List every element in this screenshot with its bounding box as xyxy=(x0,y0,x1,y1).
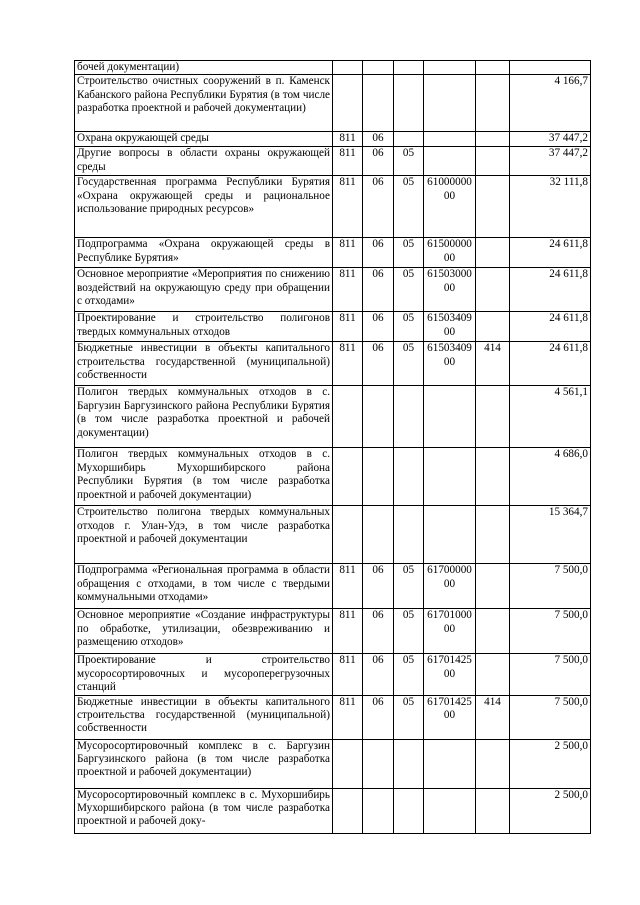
row-section-cell xyxy=(363,506,394,564)
row-section-cell: 06 xyxy=(363,147,394,176)
table-row xyxy=(75,386,591,448)
row-expense-type-cell xyxy=(476,609,510,654)
row-subsection-cell: 05 xyxy=(394,342,424,386)
row-subsection-cell xyxy=(394,132,424,147)
table-row xyxy=(75,788,591,833)
row-amount-cell: 2 500,0 xyxy=(510,739,591,788)
row-amount-cell: 7 500,0 xyxy=(510,564,591,609)
row-target-article-cell: 6150340900 xyxy=(424,342,476,386)
row-subsection-cell: 05 xyxy=(394,564,424,609)
row-amount-cell: 4 686,0 xyxy=(510,448,591,506)
row-expense-type-cell xyxy=(476,788,510,833)
row-target-article-cell xyxy=(424,147,476,176)
table-row xyxy=(75,132,591,147)
row-subsection-cell xyxy=(394,75,424,132)
row-expense-type-cell xyxy=(476,176,510,238)
row-section-cell: 06 xyxy=(363,176,394,238)
row-subsection-cell: 05 xyxy=(394,609,424,654)
row-section-cell xyxy=(363,739,394,788)
row-grbs-cell: 811 xyxy=(333,312,363,342)
row-amount-cell: 32 111,8 xyxy=(510,176,591,238)
table-row xyxy=(75,564,591,609)
table-row xyxy=(75,695,591,739)
row-name-cell: Подпрограмма «Региональная программа в области обращения с отходами, в том числе с твердыми коммунальными отходами» xyxy=(75,564,333,609)
table-row xyxy=(75,342,591,386)
row-subsection-cell: 05 xyxy=(394,654,424,695)
row-section-cell: 06 xyxy=(363,695,394,739)
row-amount-cell xyxy=(510,61,591,75)
row-amount-cell: 7 500,0 xyxy=(510,695,591,739)
table-row xyxy=(75,609,591,654)
row-section-cell: 06 xyxy=(363,132,394,147)
row-target-article-cell xyxy=(424,386,476,448)
row-amount-cell: 24 611,8 xyxy=(510,268,591,312)
row-grbs-cell xyxy=(333,386,363,448)
row-amount-cell: 24 611,8 xyxy=(510,342,591,386)
table-row xyxy=(75,176,591,238)
row-section-cell xyxy=(363,386,394,448)
row-grbs-cell: 811 xyxy=(333,342,363,386)
row-subsection-cell: 05 xyxy=(394,695,424,739)
row-expense-type-cell xyxy=(476,654,510,695)
row-expense-type-cell: 414 xyxy=(476,695,510,739)
row-section-cell: 06 xyxy=(363,268,394,312)
row-name-cell: Полигон твердых коммунальных отходов в с. Баргузин Баргузинского района Республики Бурятия (в том числе разработка проектной и рабочей документации) xyxy=(75,386,333,448)
row-grbs-cell: 811 xyxy=(333,695,363,739)
row-name-cell: Мусоросортировочный комплекс в с. Баргузин Баргузинского района (в том числе разработка проектной и рабочей документации) xyxy=(75,739,333,788)
row-target-article-cell: 6150000000 xyxy=(424,238,476,268)
row-target-article-cell: 6170000000 xyxy=(424,564,476,609)
row-section-cell xyxy=(363,75,394,132)
row-expense-type-cell xyxy=(476,506,510,564)
row-target-article-cell xyxy=(424,739,476,788)
row-amount-cell: 24 611,8 xyxy=(510,238,591,268)
row-subsection-cell: 05 xyxy=(394,238,424,268)
row-name-cell: Основное мероприятие «Создание инфраструктуры по обработке, утилизации, обезвреживанию и размещению отходов» xyxy=(75,609,333,654)
row-name-cell: Охрана окружающей среды xyxy=(75,132,333,147)
row-expense-type-cell xyxy=(476,448,510,506)
table-row xyxy=(75,268,591,312)
row-amount-cell: 15 364,7 xyxy=(510,506,591,564)
row-grbs-cell xyxy=(333,61,363,75)
row-expense-type-cell xyxy=(476,312,510,342)
table-body xyxy=(75,61,591,834)
table-row xyxy=(75,75,591,132)
row-amount-cell: 4 166,7 xyxy=(510,75,591,132)
row-target-article-cell xyxy=(424,788,476,833)
row-expense-type-cell xyxy=(476,268,510,312)
row-section-cell xyxy=(363,448,394,506)
row-target-article-cell xyxy=(424,132,476,147)
table-row xyxy=(75,506,591,564)
row-name-cell: Проектирование и строительство мусоросортировочных и мусороперегрузочных станций xyxy=(75,654,333,695)
row-section-cell xyxy=(363,788,394,833)
table-row xyxy=(75,238,591,268)
row-subsection-cell xyxy=(394,61,424,75)
row-expense-type-cell xyxy=(476,132,510,147)
row-section-cell: 06 xyxy=(363,342,394,386)
row-name-cell: Полигон твердых коммунальных отходов в с. Мухоршибирь Мухоршибирского района Республики Бурятия (в том числе разработка проектной и рабочей документации) xyxy=(75,448,333,506)
row-subsection-cell xyxy=(394,386,424,448)
row-name-cell: Мусоросортировочный комплекс в с. Мухоршибирь Мухоршибирского района (в том числе разработка проектной и рабочей доку- xyxy=(75,788,333,833)
row-section-cell: 06 xyxy=(363,312,394,342)
row-name-cell: Бюджетные инвестиции в объекты капитального строительства государственной (муниципальной) собственности xyxy=(75,342,333,386)
row-expense-type-cell xyxy=(476,75,510,132)
row-expense-type-cell: 414 xyxy=(476,342,510,386)
row-target-article-cell xyxy=(424,75,476,132)
row-grbs-cell xyxy=(333,506,363,564)
row-target-article-cell: 6150300000 xyxy=(424,268,476,312)
row-subsection-cell: 05 xyxy=(394,268,424,312)
table-row xyxy=(75,61,591,75)
row-expense-type-cell xyxy=(476,61,510,75)
row-name-cell: Строительство полигона твердых коммунальных отходов г. Улан-Удэ, в том числе разработка проектной и рабочей документации xyxy=(75,506,333,564)
row-name-cell: Государственная программа Республики Бурятия «Охрана окружающей среды и рациональное использование природных ресурсов» xyxy=(75,176,333,238)
row-name-cell: Подпрограмма «Охрана окружающей среды в Республике Бурятия» xyxy=(75,238,333,268)
row-name-cell: Проектирование и строительство полигонов твердых коммунальных отходов xyxy=(75,312,333,342)
row-name-cell: бочей документации) xyxy=(75,61,333,75)
row-amount-cell: 7 500,0 xyxy=(510,609,591,654)
row-name-cell: Основное мероприятие «Мероприятия по снижению воздействий на окружающую среду при обращении с отходами» xyxy=(75,268,333,312)
row-section-cell: 06 xyxy=(363,564,394,609)
row-section-cell xyxy=(363,61,394,75)
budget-table xyxy=(74,60,591,834)
row-grbs-cell: 811 xyxy=(333,609,363,654)
row-subsection-cell: 05 xyxy=(394,147,424,176)
row-target-article-cell xyxy=(424,61,476,75)
row-target-article-cell: 6170100000 xyxy=(424,609,476,654)
row-expense-type-cell xyxy=(476,386,510,448)
row-subsection-cell xyxy=(394,506,424,564)
table-row xyxy=(75,739,591,788)
row-subsection-cell xyxy=(394,739,424,788)
row-grbs-cell: 811 xyxy=(333,238,363,268)
table-row xyxy=(75,448,591,506)
row-subsection-cell xyxy=(394,448,424,506)
row-grbs-cell xyxy=(333,75,363,132)
table-row xyxy=(75,312,591,342)
row-expense-type-cell xyxy=(476,147,510,176)
row-name-cell: Строительство очистных сооружений в п. Каменск Кабанского района Республики Бурятия (в том числе разработка проектной и рабочей документации) xyxy=(75,75,333,132)
row-section-cell: 06 xyxy=(363,654,394,695)
row-grbs-cell: 811 xyxy=(333,654,363,695)
row-amount-cell: 2 500,0 xyxy=(510,788,591,833)
row-grbs-cell xyxy=(333,788,363,833)
row-grbs-cell: 811 xyxy=(333,564,363,609)
row-subsection-cell: 05 xyxy=(394,312,424,342)
row-name-cell: Бюджетные инвестиции в объекты капитального строительства государственной (муниципальной) собственности xyxy=(75,695,333,739)
row-target-article-cell xyxy=(424,448,476,506)
row-target-article-cell: 6150340900 xyxy=(424,312,476,342)
row-target-article-cell: 6170142500 xyxy=(424,654,476,695)
row-amount-cell: 37 447,2 xyxy=(510,147,591,176)
row-target-article-cell: 6100000000 xyxy=(424,176,476,238)
row-subsection-cell: 05 xyxy=(394,176,424,238)
row-grbs-cell: 811 xyxy=(333,176,363,238)
row-amount-cell: 4 561,1 xyxy=(510,386,591,448)
row-amount-cell: 7 500,0 xyxy=(510,654,591,695)
row-amount-cell: 24 611,8 xyxy=(510,312,591,342)
row-expense-type-cell xyxy=(476,739,510,788)
row-expense-type-cell xyxy=(476,238,510,268)
row-subsection-cell xyxy=(394,788,424,833)
row-grbs-cell xyxy=(333,739,363,788)
table-row xyxy=(75,654,591,695)
row-section-cell: 06 xyxy=(363,609,394,654)
table-row xyxy=(75,147,591,176)
row-target-article-cell: 6170142500 xyxy=(424,695,476,739)
row-grbs-cell: 811 xyxy=(333,147,363,176)
row-grbs-cell: 811 xyxy=(333,132,363,147)
row-section-cell: 06 xyxy=(363,238,394,268)
row-grbs-cell: 811 xyxy=(333,268,363,312)
row-expense-type-cell xyxy=(476,564,510,609)
row-name-cell: Другие вопросы в области охраны окружающей среды xyxy=(75,147,333,176)
row-grbs-cell xyxy=(333,448,363,506)
row-target-article-cell xyxy=(424,506,476,564)
row-amount-cell: 37 447,2 xyxy=(510,132,591,147)
